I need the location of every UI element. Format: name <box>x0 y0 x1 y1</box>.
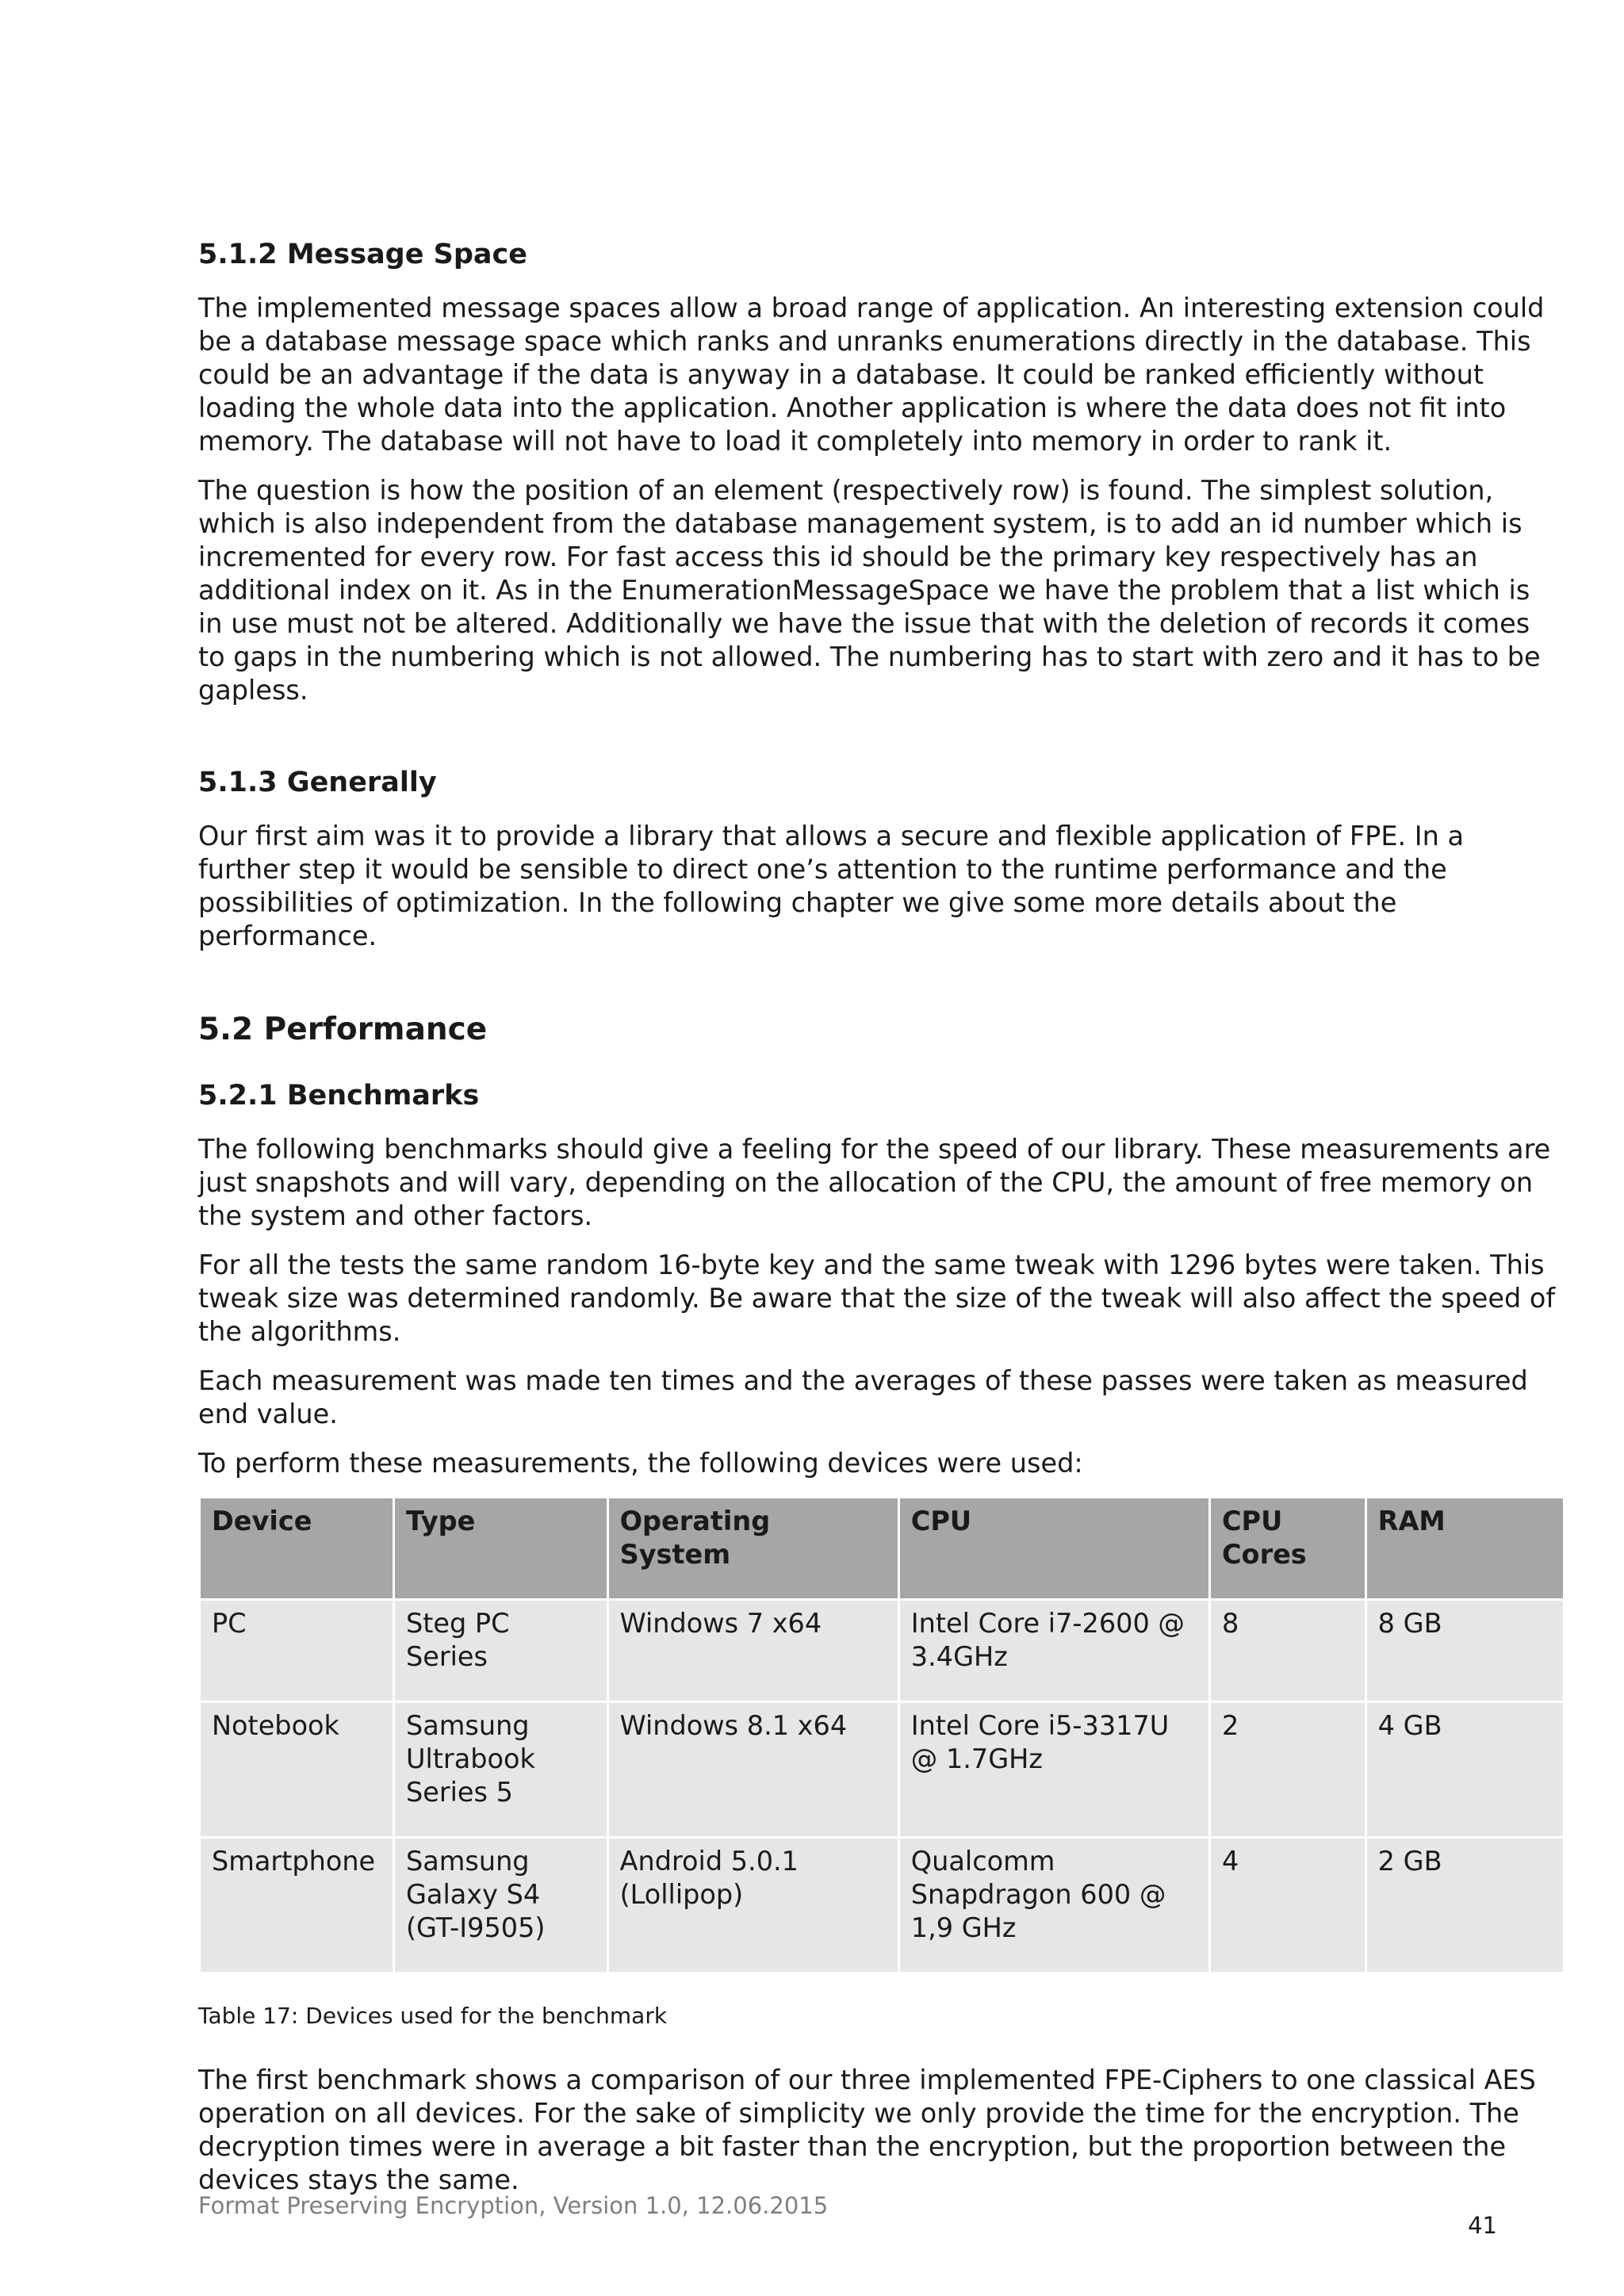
column-header: Type <box>393 1497 607 1599</box>
table-cell: 8 GB <box>1365 1599 1564 1701</box>
table-cell: Smartphone <box>200 1837 394 1973</box>
table-cell: Notebook <box>200 1701 394 1837</box>
table-cell: 2 GB <box>1365 1837 1564 1973</box>
page-number: 41 <box>1468 2212 1497 2239</box>
column-header: Operating System <box>607 1497 898 1599</box>
table-cell: 4 GB <box>1365 1701 1564 1837</box>
section-heading-5-1-3: 5.1.3 Generally <box>198 767 437 798</box>
paragraph: To perform these measurements, the following devices were used: <box>198 1447 1083 1479</box>
column-header: RAM <box>1365 1497 1564 1599</box>
table-cell: PC <box>200 1599 394 1701</box>
paragraph: Our first aim was it to provide a library that allows a secure and flexible application of FPE. In a further step it would be sensible to direct one’s attention to the runtime performance and the possibilities of optimization. In the following chapter we give some more details about the performance. <box>198 821 1465 951</box>
column-header: CPU <box>898 1497 1209 1599</box>
table-cell: Samsung Galaxy S4 (GT-I9505) <box>393 1837 607 1973</box>
table-cell: 8 <box>1209 1599 1365 1701</box>
table-cell: Steg PC Series <box>393 1599 607 1701</box>
table-cell: Intel Core i7-2600 @ 3.4GHz <box>898 1599 1209 1701</box>
table-row <box>200 1599 1565 1701</box>
page-footer: Format Preserving Encryption, Version 1.0, 12.06.2015 <box>198 2192 829 2219</box>
table-cell: Intel Core i5-3317U @ 1.7GHz <box>898 1701 1209 1837</box>
table-caption: Table 17: Devices used for the benchmark <box>198 2002 668 2029</box>
paragraph: Each measurement was made ten times and the averages of these passes were taken as measured end value. <box>198 1364 1528 1429</box>
table-cell: Windows 8.1 x64 <box>607 1701 898 1837</box>
page-content <box>198 238 1562 2213</box>
section-heading-5-1-2: 5.1.2 Message Space <box>198 239 528 270</box>
table-row <box>200 1701 1565 1837</box>
paragraph: The following benchmarks should give a feeling for the speed of our library. These measurements are just snapshots and will vary, depending on the allocation of the CPU, the amount of free memory on the system and other factors. <box>198 1133 1551 1231</box>
table-row <box>200 1837 1565 1973</box>
paragraph: The implemented message spaces allow a broad range of application. An interesting extension could be a database message space which ranks and unranks enumerations directly in the database. This could be an advantage if the data is anyway in a database. It could be ranked efficiently without loading the whole data into the application. Another application is where the data does not fit into memory. The database will not have to load it completely into memory in order to rank it. <box>198 293 1545 457</box>
table-cell: 2 <box>1209 1701 1365 1837</box>
section-heading-5-2: 5.2 Performance <box>198 1012 488 1047</box>
table-cell: Android 5.0.1 (Lollipop) <box>607 1837 898 1973</box>
table-cell: Windows 7 x64 <box>607 1599 898 1701</box>
table-cell: Samsung Ultrabook Series 5 <box>393 1701 607 1837</box>
table-cell: Qualcomm Snapdragon 600 @ 1,9 GHz <box>898 1837 1209 1973</box>
devices-table <box>198 1496 1565 1974</box>
section-heading-5-2-1: 5.2.1 Benchmarks <box>198 1079 480 1112</box>
column-header: Device <box>200 1497 394 1599</box>
table-header-row <box>200 1497 1565 1599</box>
column-header: CPU Cores <box>1209 1497 1365 1599</box>
paragraph: The first benchmark shows a comparison of our three implemented FPE-Ciphers to one classical AES operation on all devices. For the sake of simplicity we only provide the time for the encryption. The decryption times were in average a bit faster than the encryption, but the proportion between the devices stays the same. <box>198 2064 1536 2195</box>
table-cell: 4 <box>1209 1837 1365 1973</box>
paragraph: The question is how the position of an element (respectively row) is found. The simplest solution, which is also independent from the database management system, is to add an id number which is incremented for every row. For fast access this id should be the primary key respectively has an additional index on it. As in the EnumerationMessageSpace we have the problem that a list which is in use must not be altered. Additionally we have the issue that with the deletion of records it comes to gaps in the numbering which is not allowed. The numbering has to start with zero and it has to be gapless. <box>198 475 1541 706</box>
paragraph: For all the tests the same random 16-byte key and the same tweak with 1296 bytes were taken. This tweak size was determined randomly. Be aware that the size of the tweak will also affect the speed of the algorithms. <box>198 1249 1556 1347</box>
